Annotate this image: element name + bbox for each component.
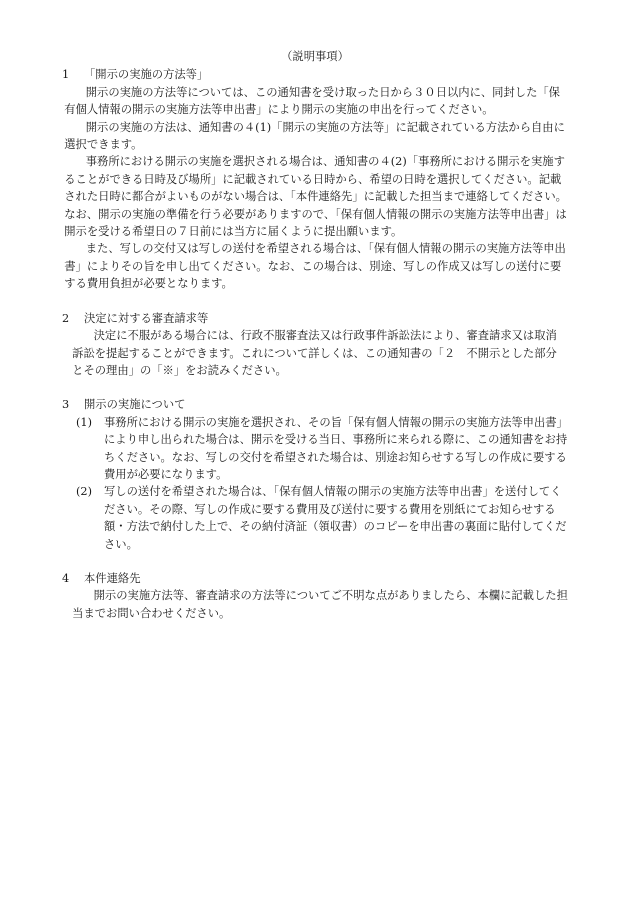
paragraph: 開示の実施の方法は、通知書の４(1)「開示の実施の方法等」に記載されている方法から自由に選択できます。 — [64, 120, 565, 152]
item-number: (1) — [76, 415, 93, 429]
section-number: 1 — [62, 68, 70, 82]
paragraph: 決定に不服がある場合には、行政不服審査法又は行政事件訴訟法により、審査請求又は取消訴訟を提起することができます。これについて詳しくは、この通知書の「２ 不開示とした部分とその理由」の「※」をお読みください。 — [72, 329, 557, 377]
section-3 — [62, 396, 568, 553]
section-number: 2 — [62, 311, 70, 325]
list-item — [62, 483, 568, 553]
section-1-heading — [62, 66, 568, 83]
section-title: 開示の実施について — [84, 398, 186, 412]
item-number: (2) — [76, 485, 93, 499]
section-title: 本件連絡先 — [84, 571, 141, 585]
section-4-heading — [62, 570, 568, 587]
document-title: （説明事項） — [281, 50, 349, 63]
item-text: 事務所における開示の実施を選択され、その旨「保有個人情報の開示の実施方法等申出書」により申し出られた場合は、開示を受ける当日、事務所に来られる際に、この通知書をお持ちください。なお、写しの交付を希望された場合は、別途お知らせする写しの作成に要する費用が必要になります。 — [104, 415, 568, 481]
section-2 — [62, 310, 568, 380]
paragraph: 開示の実施の方法等については、この通知書を受け取った日から３０日以内に、同封した「保有個人情報の開示の実施方法等申出書」により開示の実施の申出を行ってください。 — [64, 85, 560, 117]
item-text: 写しの送付を希望された場合は、「保有個人情報の開示の実施方法等申出書」を送付してください。その際、写しの作成に要する費用及び送付に要する費用を別紙にてお知らせする額・方法で納付した上で、その納付済証（領収書）のコピーを申出書の裏面に貼付してください。 — [104, 485, 567, 551]
section-1 — [62, 66, 568, 292]
paragraph: また、写しの交付又は写しの送付を希望される場合は、「保有個人情報の開示の実施方法等申出書」によりその旨を申し出てください。なお、この場合は、別途、写しの作成又は写しの送付に要する費用負担が必要となります。 — [64, 242, 566, 291]
section-title: 決定に対する審査請求等 — [84, 311, 209, 325]
paragraph: 開示の実施方法等、審査請求の方法等についてご不明な点がありましたら、本欄に記載した担当までお問い合わせください。 — [72, 589, 568, 620]
paragraph: 事務所における開示の実施を選択される場合は、通知書の４(2)「事務所における開示を実施することができる日時及び場所」に記載されている日時から、希望の日時を選択してください。記載された日時に都合がよいものがない場合は、「本件連絡先」に記載した担当まで連絡してください。なお、開示の実施の準備を行う必要がありますので、「保有個人情報の開示の実施方法等申出書」は開示を受ける希望日の７日前には当方に届くように提出願います。 — [64, 155, 567, 239]
section-2-heading — [62, 310, 568, 327]
section-4 — [62, 570, 568, 622]
list-item — [62, 414, 568, 484]
section-3-heading — [62, 396, 568, 413]
section-number: 4 — [62, 571, 70, 585]
section-title: 「開示の実施の方法等」 — [84, 68, 209, 82]
section-number: 3 — [62, 398, 70, 412]
